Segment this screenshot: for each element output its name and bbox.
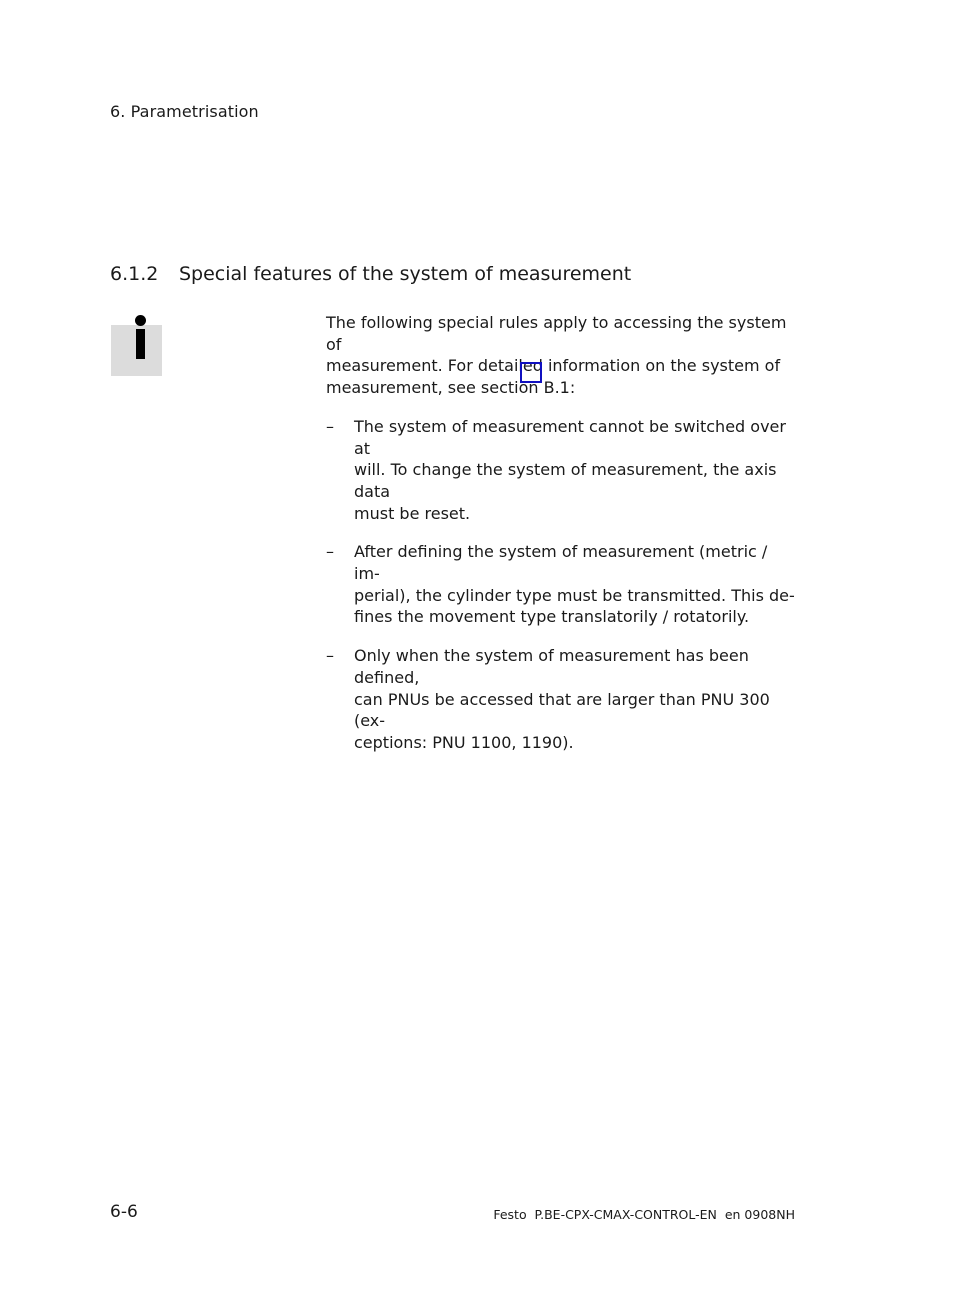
list-item-line: Only when the system of measurement has been defined, [354, 646, 749, 687]
dash-bullet: – [326, 542, 334, 562]
intro-line: measurement, see section B.1: [326, 378, 576, 398]
intro-paragraph [326, 312, 796, 399]
section-link[interactable] [520, 362, 542, 383]
info-icon-stem [136, 329, 145, 359]
dash-bullet: – [326, 646, 334, 666]
section-title: Special features of the system of measurement [179, 263, 632, 285]
info-icon-dot [135, 315, 146, 326]
footer-doc-info: Festo P.BE-CPX-CMAX-CONTROL-EN en 0908NH [493, 1207, 795, 1222]
intro-line: The following special rules apply to accessing the system of [326, 313, 787, 354]
dash-bullet: – [326, 416, 334, 436]
section-heading [110, 263, 631, 285]
list-item [326, 645, 796, 754]
body-text [326, 312, 796, 771]
running-header: 6. Parametrisation [110, 102, 259, 121]
section-number: 6.1.2 [110, 263, 159, 285]
list-item-line: perial), the cylinder type must be transmitted. This de- [354, 585, 795, 605]
list-item-line: can PNUs be accessed that are larger than PNU 300 (ex- [354, 689, 770, 731]
list-item-line: ceptions: PNU 1100, 1190). [354, 732, 574, 752]
list-item-line: After defining the system of measurement (metric / im- [354, 542, 768, 584]
page-number: 6-6 [110, 1202, 138, 1222]
list-item-line: will. To change the system of measurement, the axis data [354, 460, 777, 501]
list-item-line: The system of measurement cannot be switched over at [354, 416, 786, 458]
intro-line: measurement. For detailed information on the system of [326, 356, 781, 376]
list-item [326, 541, 796, 628]
bullet-list [326, 416, 796, 754]
list-item-line: fines the movement type translatorily / rotatorily. [354, 607, 750, 627]
list-item-line: must be reset. [354, 503, 471, 523]
list-item [326, 416, 796, 525]
